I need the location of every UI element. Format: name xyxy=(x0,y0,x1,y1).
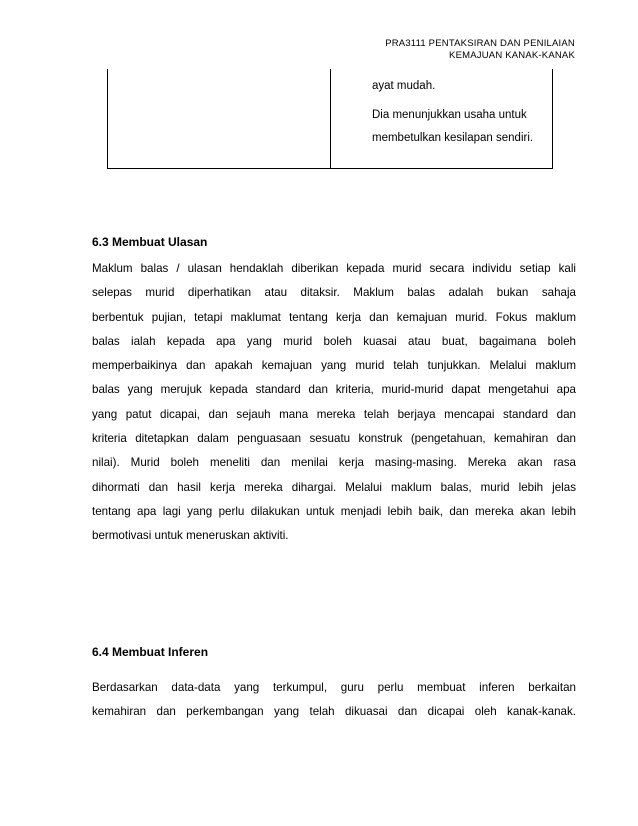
paragraph-line: Maklum balas / ulasan hendaklah diberikan kepada murid secara individu setiap kali xyxy=(92,262,576,275)
paragraph-line: dihormati dan hasil kerja mereka dihargai. Melalui maklum balas, murid lebih jelas xyxy=(92,480,576,494)
section-heading-6-4: 6.4 Membuat Inferen xyxy=(92,645,209,659)
paragraph-line: berbentuk pujian, tetapi maklumat tentang kerja dan kemajuan murid. Fokus maklum xyxy=(92,310,576,324)
paragraph-line: balas ialah kepada apa yang murid boleh kuasai atau buat, bagaimana boleh xyxy=(92,334,576,348)
paragraph-line: yang patut dicapai, dan sejauh mana mereka telah berjaya mencapai standard dan xyxy=(92,407,576,421)
table-right-cell xyxy=(372,75,533,150)
paragraph-line: memperbaikinya dan apakah kemajuan yang murid telah tunjukkan. Melalui maklum xyxy=(92,359,576,373)
paragraph-line: selepas murid diperhatikan atau ditaksir. Maklum balas adalah bukan sahaja xyxy=(92,286,576,300)
paragraph-line: balas yang merujuk kepada standard dan kriteria, murid-murid dapat mengetahui apa xyxy=(92,383,576,397)
table-cell-line: membetulkan kesilapan sendiri. xyxy=(372,132,534,144)
section-6-4-paragraph xyxy=(92,676,576,725)
paragraph-line: bermotivasi untuk meneruskan aktiviti. xyxy=(92,529,289,543)
header-course-subtitle: KEMAJUAN KANAK-KANAK xyxy=(449,50,575,61)
table-cell-line: ayat mudah. xyxy=(372,80,436,92)
assessment-table-fragment xyxy=(107,69,553,169)
paragraph-line: nilai). Murid boleh meneliti dan menilai kerja masing-masing. Mereka akan rasa xyxy=(92,456,576,470)
table-column-divider xyxy=(330,69,331,168)
page-header xyxy=(315,38,575,62)
section-6-3-paragraph xyxy=(92,257,576,549)
paragraph-line: kriteria ditetapkan dalam penguasaan sesuatu konstruk (pengetahuan, kemahiran dan xyxy=(92,432,576,446)
section-heading-6-3: 6.3 Membuat Ulasan xyxy=(92,235,208,249)
header-course-title: PRA3111 PENTAKSIRAN DAN PENILAIAN xyxy=(385,38,575,49)
paragraph-line: tentang apa lagi yang perlu dilakukan untuk menjadi lebih baik, dan mereka akan lebih xyxy=(92,504,576,518)
table-cell-line: Dia menunjukkan usaha untuk xyxy=(372,109,527,121)
paragraph-line: Berdasarkan data-data yang terkumpul, guru perlu membuat inferen berkaitan xyxy=(92,681,576,694)
paragraph-line: kemahiran dan perkembangan yang telah dikuasai dan dicapai oleh kanak-kanak. xyxy=(92,705,576,719)
